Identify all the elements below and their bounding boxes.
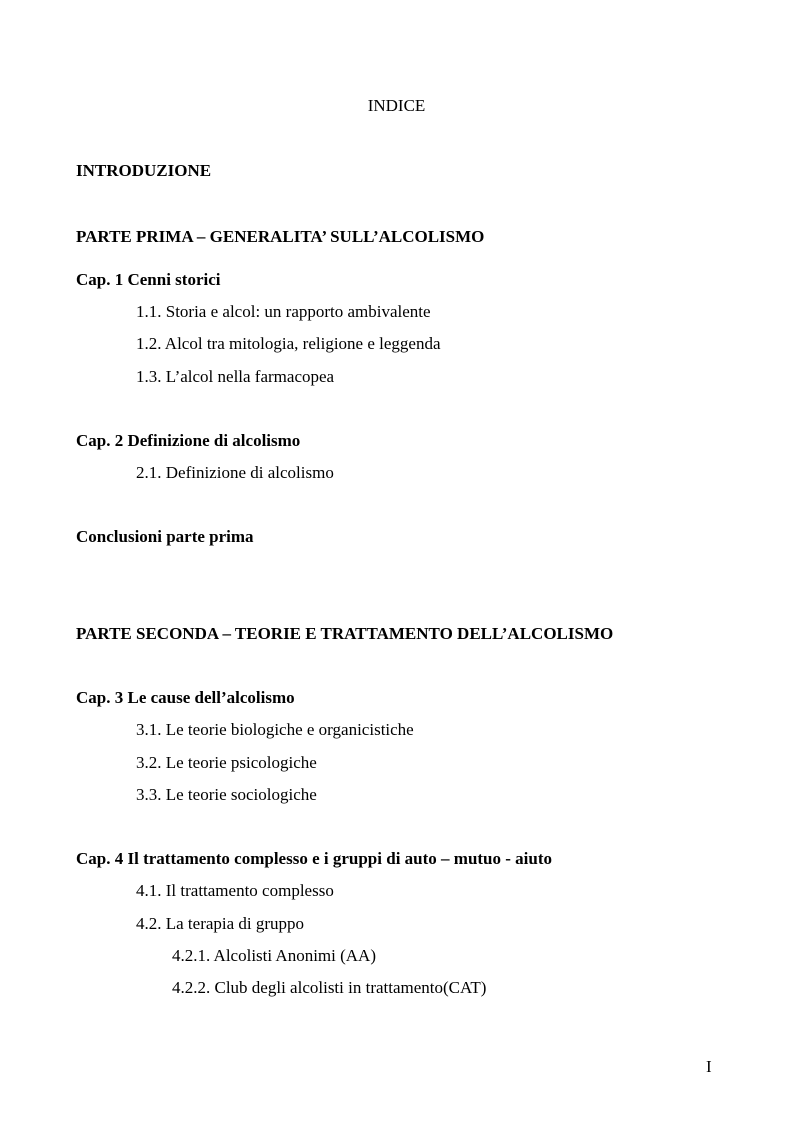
toc-part-heading-prima: PARTE PRIMA – GENERALITA’ SULL’ALCOLISMO (76, 227, 485, 246)
toc-section-1-3: 1.3. L’alcol nella farmacopea (136, 367, 335, 386)
toc-section-1-1: 1.1. Storia e alcol: un rapporto ambivalente (136, 302, 431, 321)
toc-subsection-4-2-1: 4.2.1. Alcolisti Anonimi (AA) (172, 946, 376, 965)
toc-section-3-1: 3.1. Le teorie biologiche e organicistiche (136, 720, 414, 739)
toc-section-1-2: 1.2. Alcol tra mitologia, religione e leggenda (136, 334, 441, 353)
toc-section-3-3: 3.3. Le teorie sociologiche (136, 785, 317, 804)
toc-chapter-4: Cap. 4 Il trattamento complesso e i gruppi di auto – mutuo - aiuto (76, 849, 553, 868)
toc-section-3-2: 3.2. Le teorie psicologiche (136, 753, 317, 772)
toc-heading-introduzione: INTRODUZIONE (76, 161, 212, 180)
toc-section-4-2: 4.2. La terapia di gruppo (136, 914, 305, 933)
page-title: INDICE (367, 96, 426, 115)
toc-conclusioni-parte-prima: Conclusioni parte prima (76, 527, 254, 546)
toc-subsection-4-2-2: 4.2.2. Club degli alcolisti in trattamento(CAT) (172, 978, 487, 997)
toc-section-4-1: 4.1. Il trattamento complesso (136, 881, 334, 900)
page-number: I (706, 1057, 712, 1076)
toc-chapter-2: Cap. 2 Definizione di alcolismo (76, 431, 301, 450)
toc-part-heading-seconda: PARTE SECONDA – TEORIE E TRATTAMENTO DELL’ALCOLISMO (76, 624, 614, 643)
toc-chapter-1: Cap. 1 Cenni storici (76, 270, 221, 289)
toc-chapter-3: Cap. 3 Le cause dell’alcolismo (76, 688, 295, 707)
toc-section-2-1: 2.1. Definizione di alcolismo (136, 463, 334, 482)
